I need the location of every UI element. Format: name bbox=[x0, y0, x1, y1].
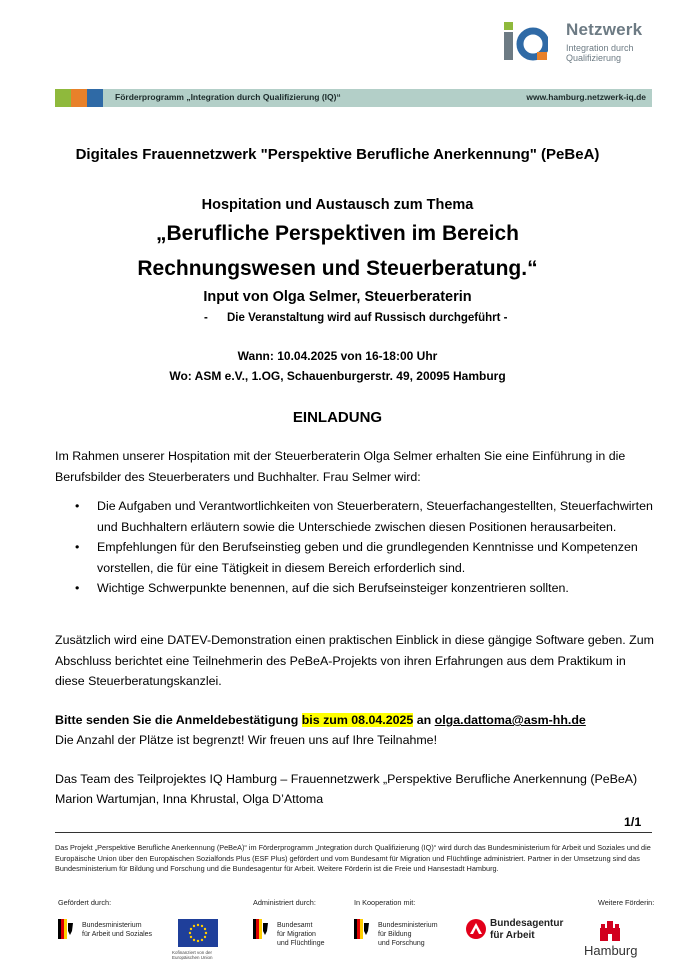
program-banner bbox=[55, 89, 652, 107]
intro-paragraph: Im Rahmen unserer Hospitation mit der Steuerberaterin Olga Selmer erhalten Sie eine Einführung in die Berufsbilder des Steuerberaters und Buchhalter. Frau Selmer wird: bbox=[55, 449, 626, 484]
label-further-funder: Weitere Förderin: bbox=[598, 898, 655, 907]
federal-eagle-icon bbox=[354, 919, 369, 939]
list-item bbox=[55, 496, 655, 537]
list-item-text: Wichtige Schwerpunkte benennen, auf die sich Berufseinsteiger konzentrieren sollten. bbox=[97, 581, 569, 595]
banner-square-blue bbox=[87, 89, 103, 107]
label-cooperation: In Kooperation mit: bbox=[354, 898, 416, 907]
bmbf-name-line: Bundesministerium bbox=[378, 922, 438, 929]
registration-line bbox=[55, 710, 655, 731]
banner-square-orange bbox=[71, 89, 87, 107]
footer-divider bbox=[55, 832, 652, 833]
registration-email-link[interactable]: olga.dattoma@asm-hh.de bbox=[434, 713, 586, 727]
logo-subtitle-line: Qualifizierung bbox=[566, 53, 622, 63]
additional-paragraph: Zusätzlich wird eine DATEV-Demonstration einen praktischen Einblick in diese gängige Software geben. Zum Abschluss berichtet eine Teilnehmerin des PeBeA-Projekts von ihren Erfahrungen aus dem Praktikum in diese Steuerberatungskanzlei. bbox=[55, 633, 654, 688]
bmbf-name-line: für Bildung bbox=[378, 931, 412, 938]
banner-program-name: Förderprogramm „Integration durch Qualifizierung (IQ)“ bbox=[115, 92, 341, 102]
bullet-icon: • bbox=[75, 499, 80, 513]
registration-prefix: Bitte senden Sie die Anmeldebestätigung bbox=[55, 713, 302, 727]
bullet-icon: • bbox=[75, 581, 80, 595]
list-item bbox=[55, 578, 655, 599]
logo-name: Netzwerk bbox=[566, 20, 643, 39]
label-funded-by: Gefördert durch: bbox=[58, 898, 112, 907]
invitation-heading: EINLADUNG bbox=[292, 409, 383, 426]
team-line: Das Team des Teilprojektes IQ Hamburg – Frauennetzwerk „Perspektive Berufliche Anerkennung (PeBeA) bbox=[55, 772, 638, 786]
ba-logo-icon bbox=[466, 919, 486, 939]
hamburg-name: Hamburg bbox=[584, 943, 638, 958]
event-location: Wo: ASM e.V., 1.OG, Schauenburgerstr. 49, 20095 Hamburg bbox=[169, 369, 506, 383]
bamf-name-line: für Migration bbox=[277, 931, 316, 938]
bullet-icon: • bbox=[75, 540, 80, 554]
bmas-name-line: Bundesministerium bbox=[82, 922, 142, 929]
registration-deadline: bis zum 08.04.2025 bbox=[301, 713, 414, 727]
logo-subtitle bbox=[566, 43, 634, 63]
bamf-name-line: und Flüchtlinge bbox=[277, 940, 325, 947]
limit-note: Die Anzahl der Plätze ist begrenzt! Wir freuen uns auf Ihre Teilnahme! bbox=[55, 733, 438, 747]
list-item-text: Die Aufgaben und Verantwortlichkeiten von Steuerberatern, Steuerfachangestellten, Steuerfachwirten und Buchhaltern erläutern sowie die Unterschiede zwischen diesen Positionen herausarbeiten. bbox=[97, 499, 653, 534]
hamburg-castle-icon bbox=[598, 919, 622, 941]
eu-caption bbox=[172, 950, 213, 960]
eu-caption-line: Kofinanziert von der bbox=[172, 950, 213, 955]
registration-mid: an bbox=[413, 713, 435, 727]
topic-title-line-2: Rechnungswesen und Steuerberatung.“ bbox=[137, 257, 538, 280]
logo-subtitle-line: Integration durch bbox=[566, 43, 634, 53]
task-list bbox=[55, 496, 655, 599]
hospitation-heading: Hospitation und Austausch zum Thema bbox=[201, 197, 474, 213]
list-item bbox=[55, 537, 655, 578]
bmas-name-line: für Arbeit und Soziales bbox=[82, 931, 153, 938]
federal-eagle-icon bbox=[253, 919, 268, 939]
topic-title-line-1: „Berufliche Perspektiven im Bereich bbox=[156, 222, 519, 245]
network-title: Digitales Frauennetzwerk "Perspektive Berufliche Anerkennung" (PeBeA) bbox=[75, 146, 600, 163]
banner-website[interactable]: www.hamburg.netzwerk-iq.de bbox=[526, 92, 646, 102]
eu-flag-icon bbox=[178, 919, 218, 947]
ba-name-line: für Arbeit bbox=[490, 930, 535, 941]
footer-note: Das Projekt „Perspektive Berufliche Anerkennung (PeBeA)“ im Förderprogramm „Integration durch Qualifizierung (IQ)“ wird durch das Bundesministerium für Arbeit und Soziales und die Europäische Union über den Europäischen Sozialfonds Plus (ESF Plus) gefördert und vom Bundesamt für Migration und Flüchtlinge administriert. Partner in der Umsetzung sind das Bundesministerium für Bildung und Forschung und die Bundesagentur für Arbeit. Weitere Förderin ist die Freie und Hansestadt Hamburg. bbox=[55, 843, 651, 873]
team-names: Marion Wartumjan, Inna Khrustal, Olga D’Attoma bbox=[55, 792, 324, 806]
federal-eagle-icon bbox=[58, 919, 73, 939]
bmbf-name-line: und Forschung bbox=[378, 940, 425, 947]
eu-caption-line: Europäischen Union bbox=[172, 955, 213, 960]
speaker-line: Input von Olga Selmer, Steuerberaterin bbox=[203, 289, 472, 305]
bamf-name-line: Bundesamt bbox=[277, 922, 313, 929]
event-date: Wann: 10.04.2025 von 16-18:00 Uhr bbox=[237, 349, 438, 363]
list-item-text: Empfehlungen für den Berufseinstieg geben und die grundlegenden Kenntnisse und Kompetenzen vorstellen, die für eine Tätigkeit in diesem Bereich erforderlich sind. bbox=[97, 540, 638, 575]
ba-name bbox=[490, 918, 563, 942]
page-number: 1/1 bbox=[624, 815, 642, 829]
banner-square-green bbox=[55, 89, 71, 107]
label-administered-by: Administriert durch: bbox=[253, 898, 316, 907]
ba-name-line: Bundesagentur bbox=[490, 918, 564, 929]
language-note: - Die Veranstaltung wird auf Russisch durchgeführt - bbox=[204, 312, 508, 324]
iq-logo-mark bbox=[502, 22, 548, 62]
